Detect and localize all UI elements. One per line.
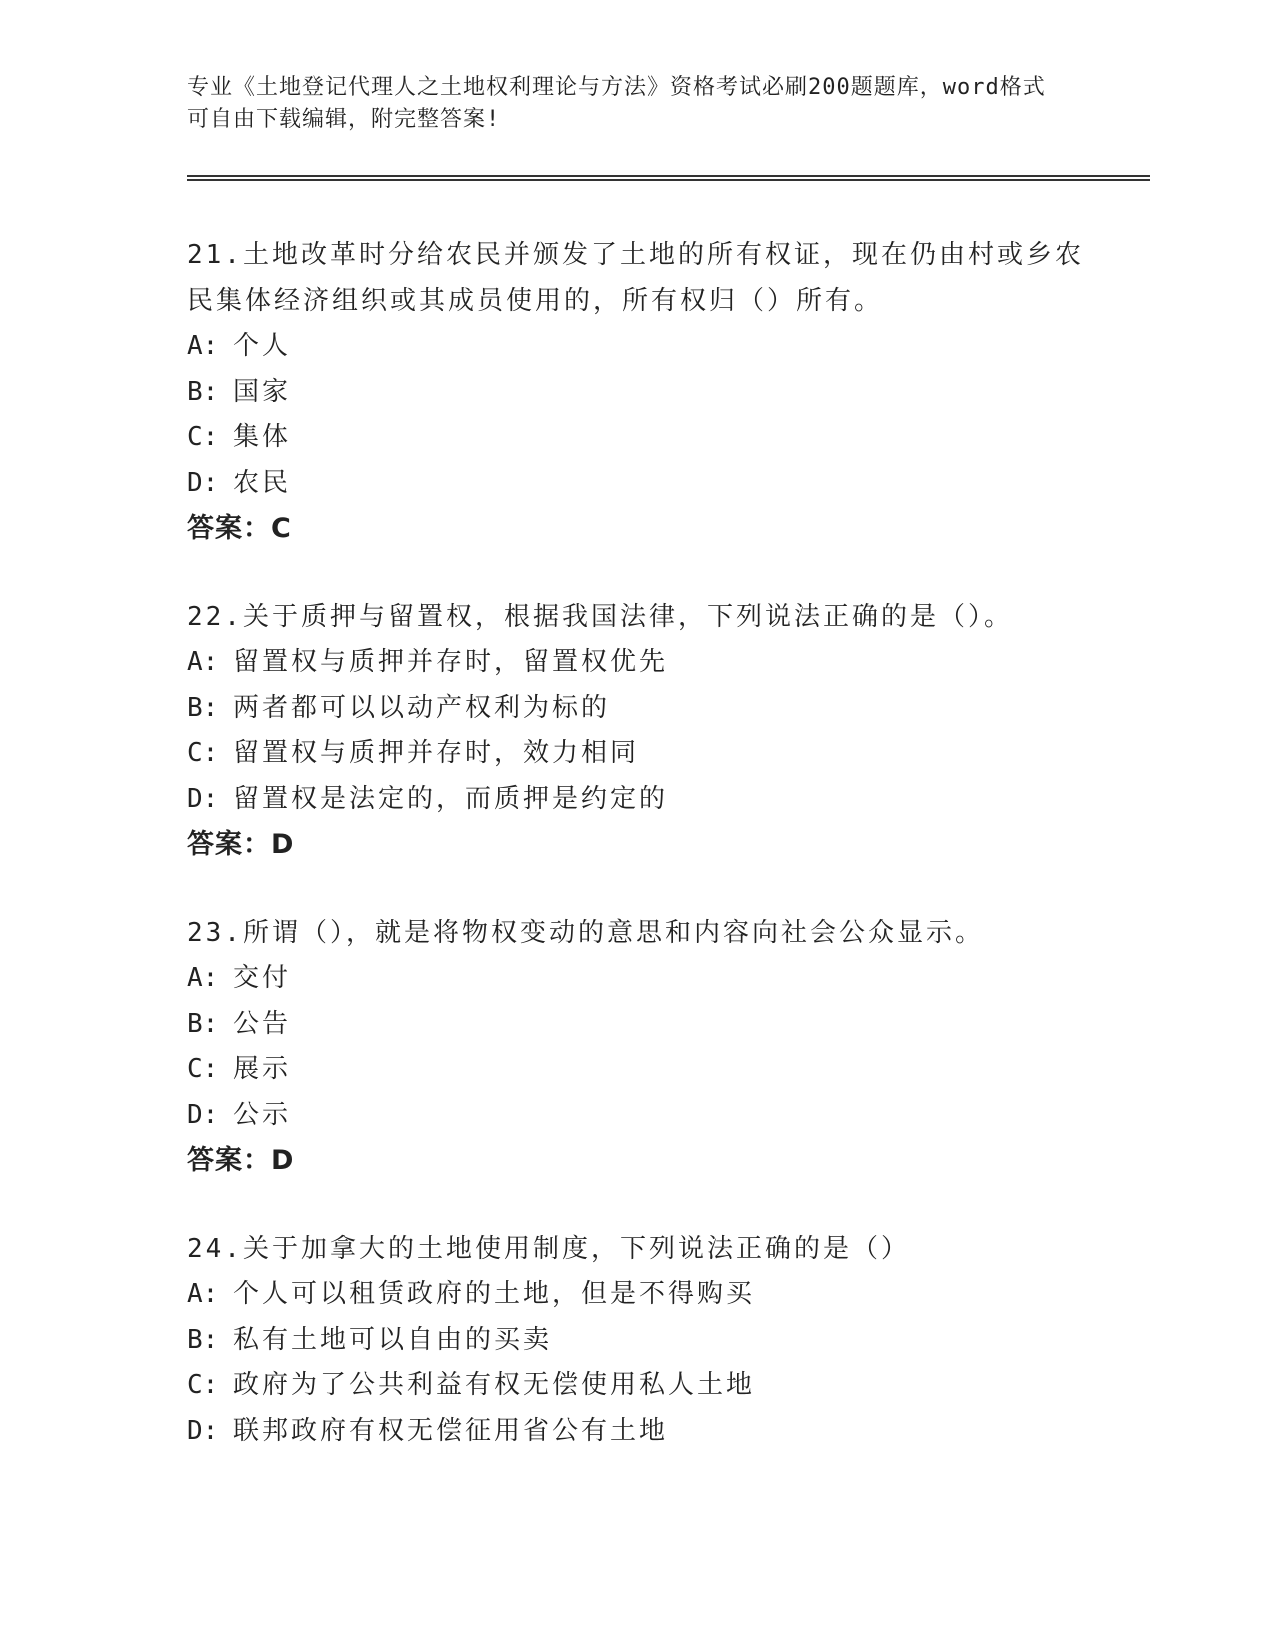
option-text: 公示 — [233, 1099, 292, 1130]
option-key: C: — [187, 422, 219, 452]
option-text: 私有土地可以自由的买卖 — [233, 1324, 553, 1355]
option-text: 联邦政府有权无偿征用省公有土地 — [233, 1415, 669, 1446]
option-key: C: — [187, 1054, 219, 1084]
question-text: 22.关于质押与留置权，根据我国法律，下列说法正确的是（）。 — [187, 602, 1013, 632]
question-24 — [187, 1226, 1087, 1454]
question-list — [187, 232, 1087, 1496]
option-text: 留置权与质押并存时，留置权优先 — [233, 647, 669, 677]
option-key: D: — [187, 467, 219, 498]
option-text: 展示 — [233, 1054, 292, 1084]
option-text: 集体 — [233, 422, 292, 452]
option-key: C: — [187, 738, 219, 768]
option-c — [187, 1363, 1087, 1409]
option-b — [187, 1318, 1087, 1364]
option-key: B: — [187, 1008, 219, 1039]
header-divider — [187, 175, 1150, 181]
option-key: A: — [187, 963, 219, 993]
option-key: D: — [187, 783, 219, 814]
option-text: 政府为了公共利益有权无偿使用私人土地 — [233, 1370, 756, 1400]
answer-label: 答案：D — [187, 1145, 295, 1176]
question-text: 21.土地改革时分给农民并颁发了土地的所有权证，现在仍由村或乡农民集体经济组织或其成员使用的，所有权归（）所有。 — [187, 240, 1084, 316]
option-key: A: — [187, 647, 219, 677]
option-d — [187, 1409, 1087, 1455]
option-a — [187, 956, 1087, 1002]
option-d — [187, 1093, 1087, 1139]
option-key: B: — [187, 376, 219, 407]
option-key: B: — [187, 692, 219, 723]
option-text: 国家 — [233, 376, 292, 407]
option-text: 留置权是法定的，而质押是约定的 — [233, 783, 669, 814]
option-text: 交付 — [233, 963, 292, 993]
question-21 — [187, 232, 1087, 552]
option-b — [187, 370, 1087, 416]
question-text: 23.所谓（），就是将物权变动的意思和内容向社会公众显示。 — [187, 918, 984, 948]
option-key: A: — [187, 1279, 219, 1309]
option-key: D: — [187, 1415, 219, 1446]
option-key: D: — [187, 1099, 219, 1130]
option-text: 农民 — [233, 467, 292, 498]
option-c — [187, 415, 1087, 461]
option-a — [187, 640, 1087, 686]
option-text: 个人 — [233, 331, 292, 361]
question-22 — [187, 594, 1087, 868]
option-text: 公告 — [233, 1008, 292, 1039]
option-a — [187, 324, 1087, 370]
option-text: 个人可以租赁政府的土地，但是不得购买 — [233, 1279, 756, 1309]
question-23 — [187, 910, 1087, 1184]
option-text: 两者都可以以动产权利为标的 — [233, 692, 611, 723]
option-a — [187, 1272, 1087, 1318]
option-b — [187, 1002, 1087, 1048]
option-text: 留置权与质押并存时，效力相同 — [233, 738, 640, 768]
option-d — [187, 461, 1087, 507]
answer-label: 答案：C — [187, 513, 292, 544]
option-key: A: — [187, 331, 219, 361]
option-b — [187, 686, 1087, 732]
question-text: 24.关于加拿大的土地使用制度，下列说法正确的是（） — [187, 1234, 910, 1264]
option-key: B: — [187, 1324, 219, 1355]
option-c — [187, 1047, 1087, 1093]
option-key: C: — [187, 1370, 219, 1400]
document-header: 专业《土地登记代理人之土地权利理论与方法》资格考试必刷200题题库，word格式可自由下载编辑，附完整答案! — [187, 75, 1046, 132]
option-c — [187, 731, 1087, 777]
option-d — [187, 777, 1087, 823]
answer-label: 答案：D — [187, 829, 295, 860]
